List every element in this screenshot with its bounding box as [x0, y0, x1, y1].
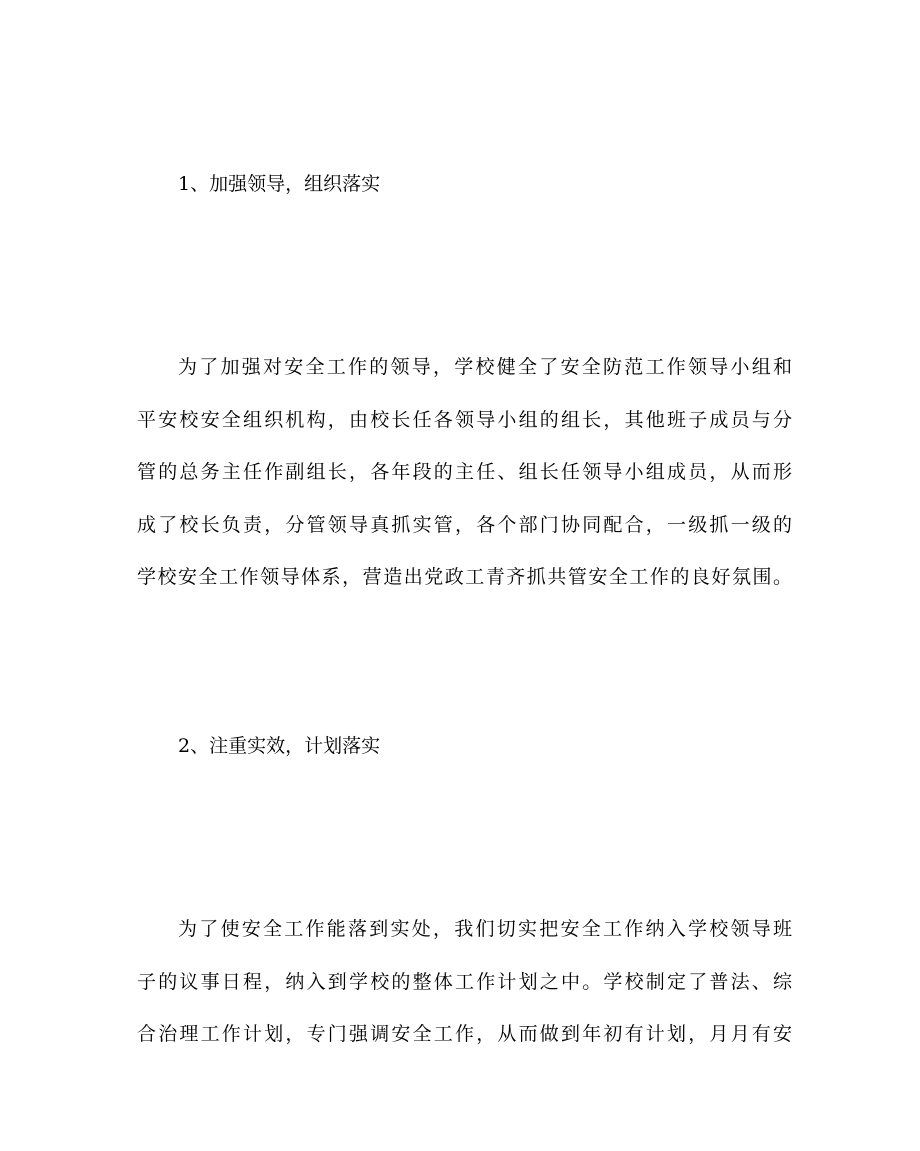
section-2-heading: 2、注重实效，计划落实 [178, 735, 381, 757]
section-1-heading: 1、加强领导，组织落实 [178, 173, 381, 195]
paragraph-line: 成了校长负责，分管领导真抓实管，各个部门协同配合，一级抓一级的 [137, 513, 792, 536]
paragraph-line: 为了加强对安全工作的领导，学校健全了安全防范工作领导小组和 [178, 356, 792, 378]
paragraph-line: 为了使安全工作能落到实处，我们切实把安全工作纳入学校领导班 [178, 918, 792, 940]
paragraph-line: 管的总务主任作副组长，各年段的主任、组长任领导小组成员，从而形 [137, 461, 792, 483]
section-2-paragraph [137, 916, 792, 1074]
paragraph-line: 合治理工作计划，专门强调安全工作，从而做到年初有计划，月月有安 [137, 1023, 792, 1045]
section-1-paragraph [137, 354, 792, 617]
paragraph-line: 学校安全工作领导体系，营造出党政工青齐抓共管安全工作的良好氛围。 [137, 566, 792, 588]
paragraph-line: 平安校安全组织机构，由校长任各领导小组的组长，其他班子成员与分 [137, 408, 792, 431]
paragraph-line: 子的议事日程，纳入到学校的整体工作计划之中。学校制定了普法、综 [137, 970, 792, 993]
